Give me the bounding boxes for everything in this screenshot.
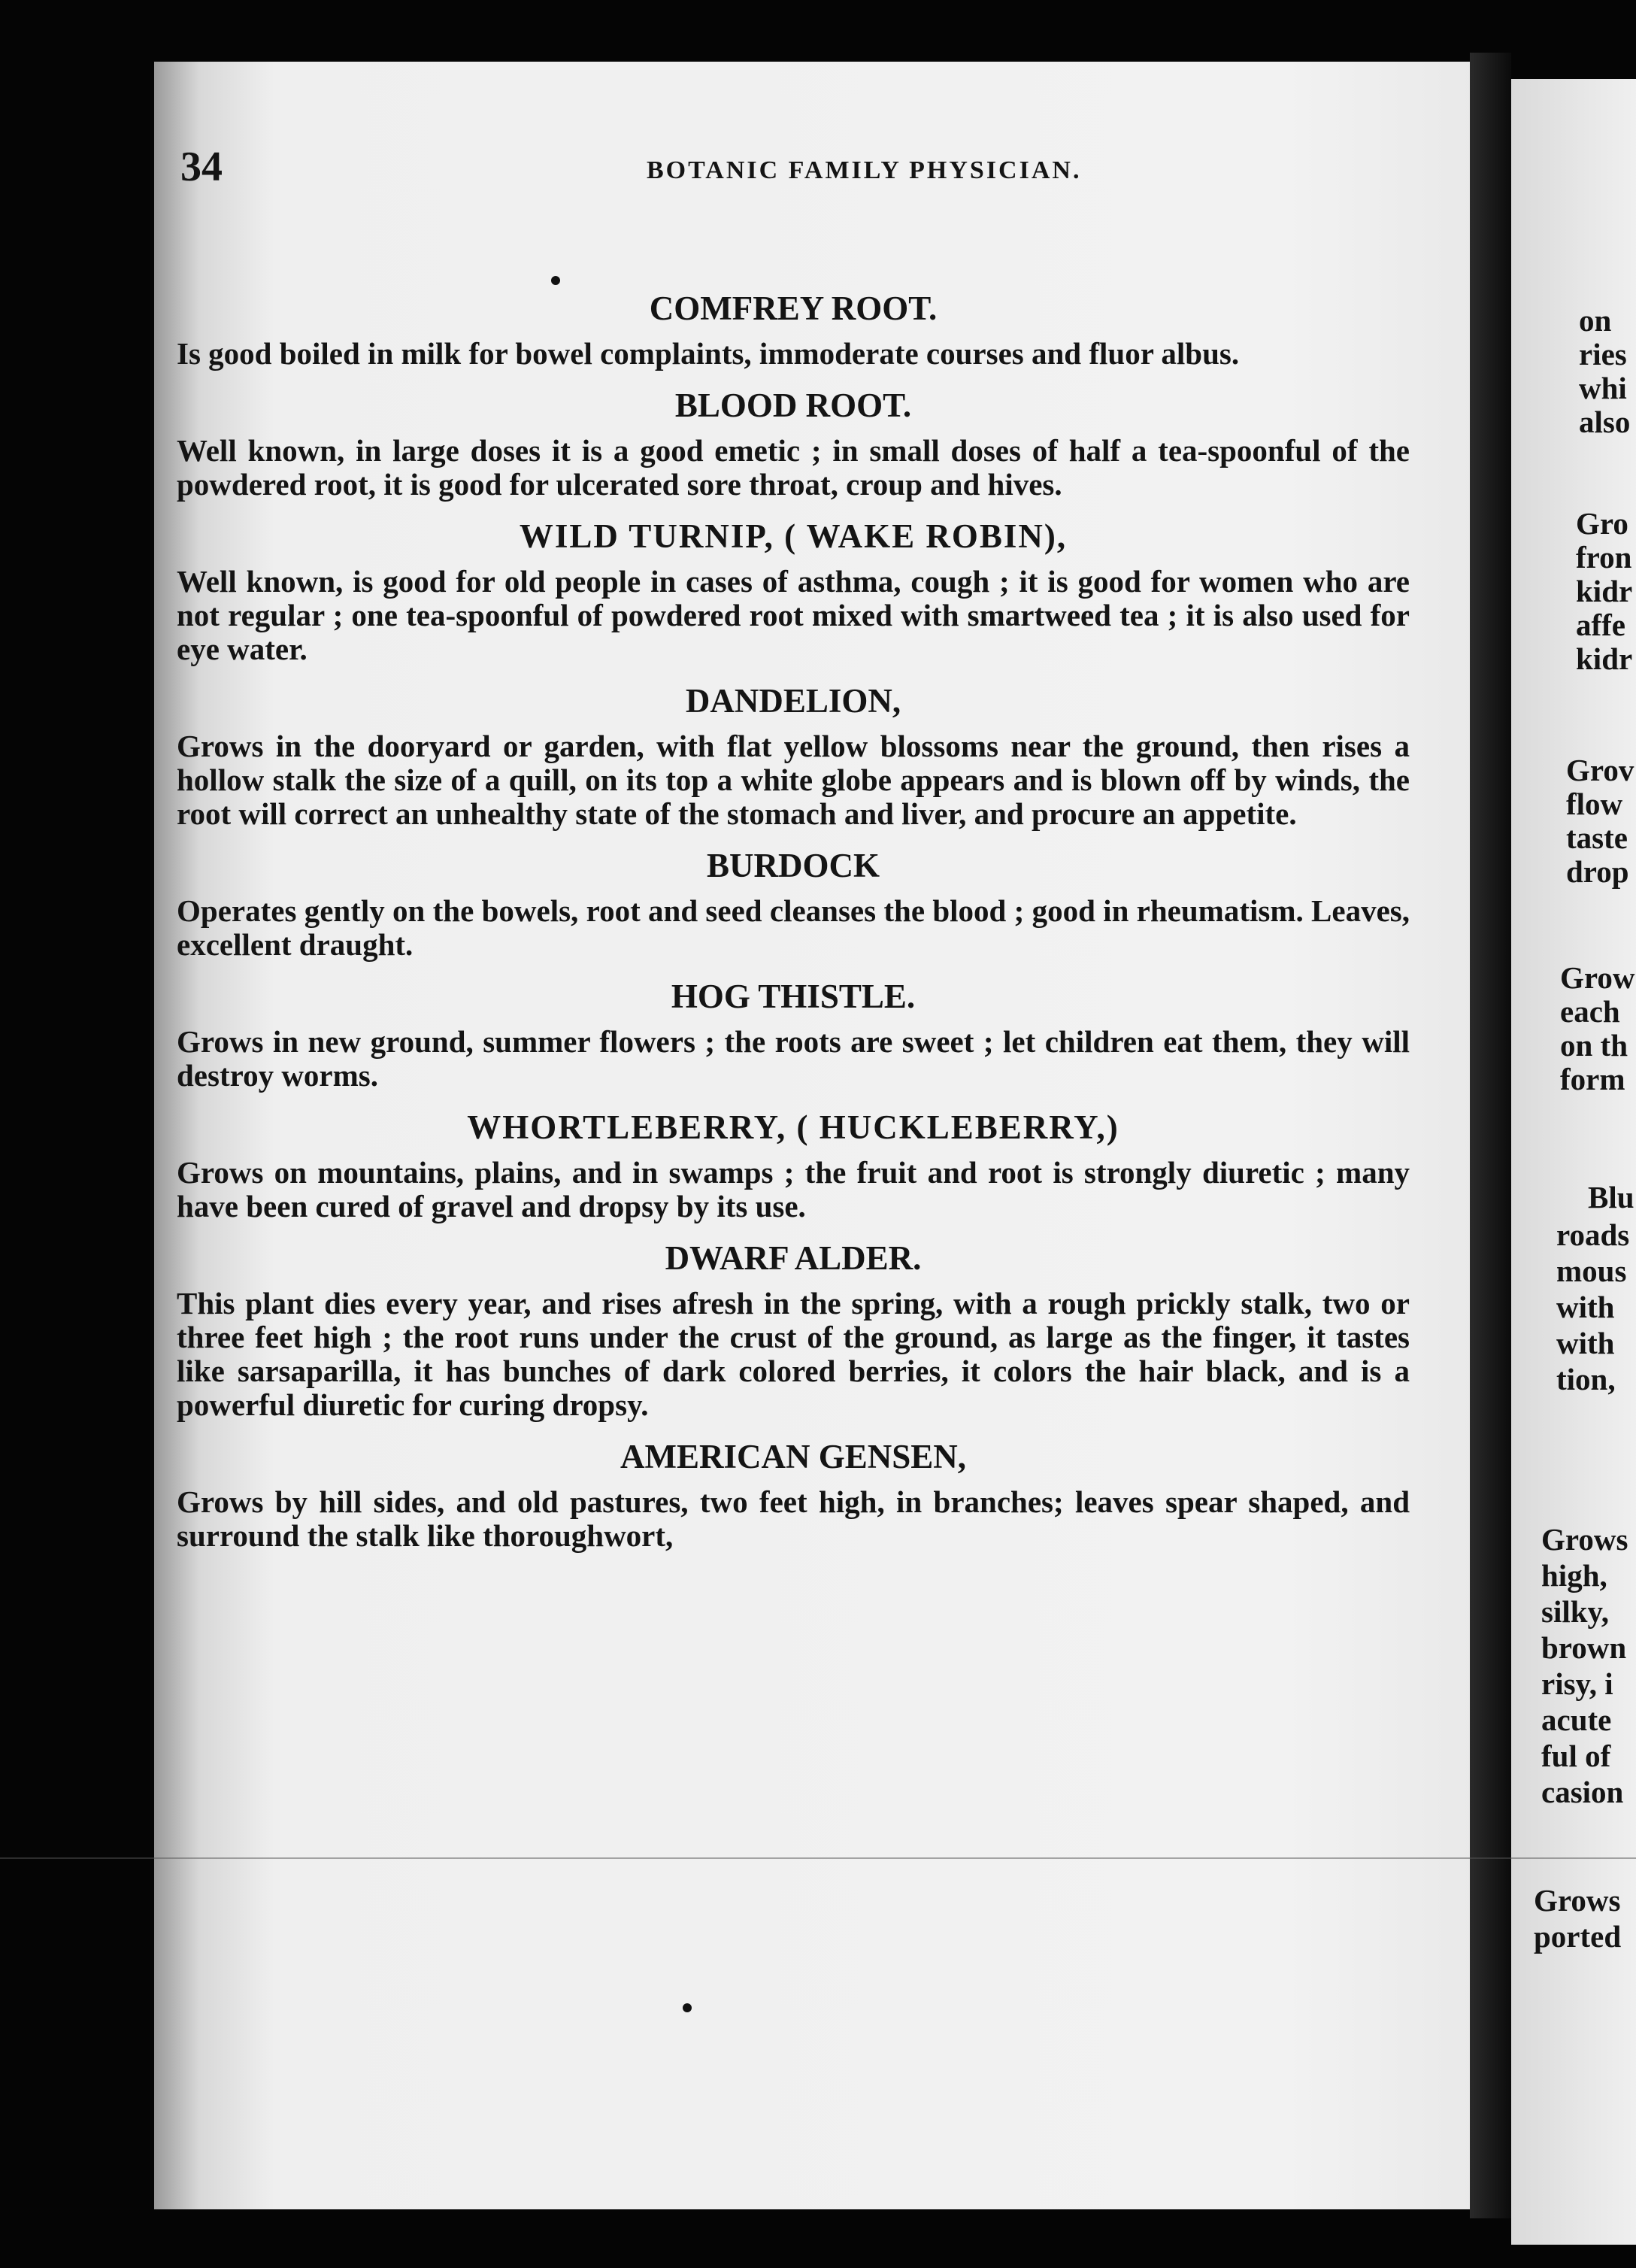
entry-text: Operates gently on the bowels, root and seed cleanses the blood ; good in rheumatism. Leaves, excellent draught. xyxy=(177,893,1410,962)
facing-page-text: high, xyxy=(1541,1558,1607,1593)
facing-page-text: mous xyxy=(1556,1254,1627,1288)
entry-text: Grows on mountains, plains, and in swamps ; the fruit and root is strongly diuretic ; many have been cured of gravel and dropsy by its use. xyxy=(177,1155,1410,1223)
facing-page-text: whi xyxy=(1579,371,1627,405)
scan-line xyxy=(0,1857,1636,1859)
facing-page-text: Grow xyxy=(1560,960,1635,995)
facing-page-text: tion, xyxy=(1556,1362,1616,1396)
facing-page-text: Blu xyxy=(1588,1180,1634,1214)
facing-page-text: Gro xyxy=(1576,506,1628,541)
facing-page-text: Grov xyxy=(1566,753,1634,787)
entry-text: Is good boiled in milk for bowel complaints, immoderate courses and fluor albus. xyxy=(177,336,1240,371)
facing-page-text: form xyxy=(1560,1062,1625,1096)
entry-title: HOG THISTLE. xyxy=(671,978,916,1015)
running-title: BOTANIC FAMILY PHYSICIAN. xyxy=(647,156,1082,184)
facing-page-text: risy, i xyxy=(1541,1666,1613,1701)
entry-title: DWARF ALDER. xyxy=(665,1239,922,1277)
entry-title: AMERICAN GENSEN, xyxy=(620,1438,967,1475)
facing-page-text: silky, xyxy=(1541,1594,1610,1629)
facing-page-text: kidr xyxy=(1576,574,1633,608)
facing-page-text: flow xyxy=(1566,787,1623,821)
entry-title: WILD TURNIP, ( WAKE ROBIN), xyxy=(519,517,1068,555)
entry-title: DANDELION, xyxy=(685,682,901,720)
page-number: 34 xyxy=(180,144,223,190)
facing-page-text: ries xyxy=(1579,337,1627,371)
page-header xyxy=(180,143,1353,196)
facing-page-text: ported xyxy=(1534,1919,1622,1954)
facing-page-text: ful of xyxy=(1541,1739,1611,1773)
page-body xyxy=(177,286,1410,1565)
entry-text: Well known, is good for old people in cases of asthma, cough ; it is good for women who are not regular ; one tea-spoonful of powdered root mixed with smartweed tea ; it is also used for eye water. xyxy=(177,564,1410,666)
book-gutter xyxy=(1470,53,1511,2218)
entry-title: BLOOD ROOT. xyxy=(674,387,912,424)
entry-text: Grows in new ground, summer flowers ; the roots are sweet ; let children eat them, they will destroy worms. xyxy=(177,1024,1410,1093)
facing-page-text: with xyxy=(1556,1290,1615,1324)
entry-title: WHORTLEBERRY, ( HUCKLEBERRY,) xyxy=(467,1108,1119,1146)
facing-page-text: brown xyxy=(1541,1630,1627,1665)
facing-page-text: also xyxy=(1579,405,1631,439)
entry-text: Well known, in large doses it is a good emetic ; in small doses of half a tea-spoonful of the powdered root, it is good for ulcerated sore throat, croup and hives. xyxy=(177,433,1410,502)
facing-page-text: acute xyxy=(1541,1703,1612,1737)
facing-page-text: each xyxy=(1560,994,1620,1029)
entry-text: Grows by hill sides, and old pastures, two feet high, in branches; leaves spear shaped, and surround the stalk like thoroughwort, xyxy=(177,1484,1410,1553)
facing-page-text: fron xyxy=(1576,540,1632,575)
facing-page-text: on xyxy=(1579,303,1612,338)
facing-page-text: Grows xyxy=(1541,1522,1628,1557)
entry-title: COMFREY ROOT. xyxy=(649,290,938,327)
facing-page-text: on th xyxy=(1560,1028,1628,1063)
facing-page-text: kidr xyxy=(1576,641,1633,676)
facing-page-text: taste xyxy=(1566,820,1628,855)
facing-page-text: casion xyxy=(1541,1775,1624,1809)
entry-text: Grows in the dooryard or garden, with flat yellow blossoms near the ground, then rises a hollow stalk the size of a quill, on its top a white globe appears and is blown off by winds, the root will correct an unhealthy state of the stomach and liver, and procure an appetite. xyxy=(177,729,1410,831)
facing-page-text: drop xyxy=(1566,854,1629,889)
facing-page-text: roads xyxy=(1556,1217,1630,1252)
entry-title: BURDOCK xyxy=(706,847,880,884)
facing-page-text: Grows xyxy=(1534,1883,1621,1918)
ink-dot xyxy=(683,2003,692,2012)
facing-page-text: affe xyxy=(1576,608,1626,642)
entry-text: This plant dies every year, and rises afresh in the spring, with a rough prickly stalk, two or three feet high ; the root runs under the crust of the ground, as large as the finger, it tastes like sarsaparilla, it has bunches of dark colored berries, it colors the hair black, and is a powerful diuretic for curing dropsy. xyxy=(177,1286,1410,1422)
ink-dot xyxy=(551,276,560,285)
facing-page-text: with xyxy=(1556,1326,1615,1360)
